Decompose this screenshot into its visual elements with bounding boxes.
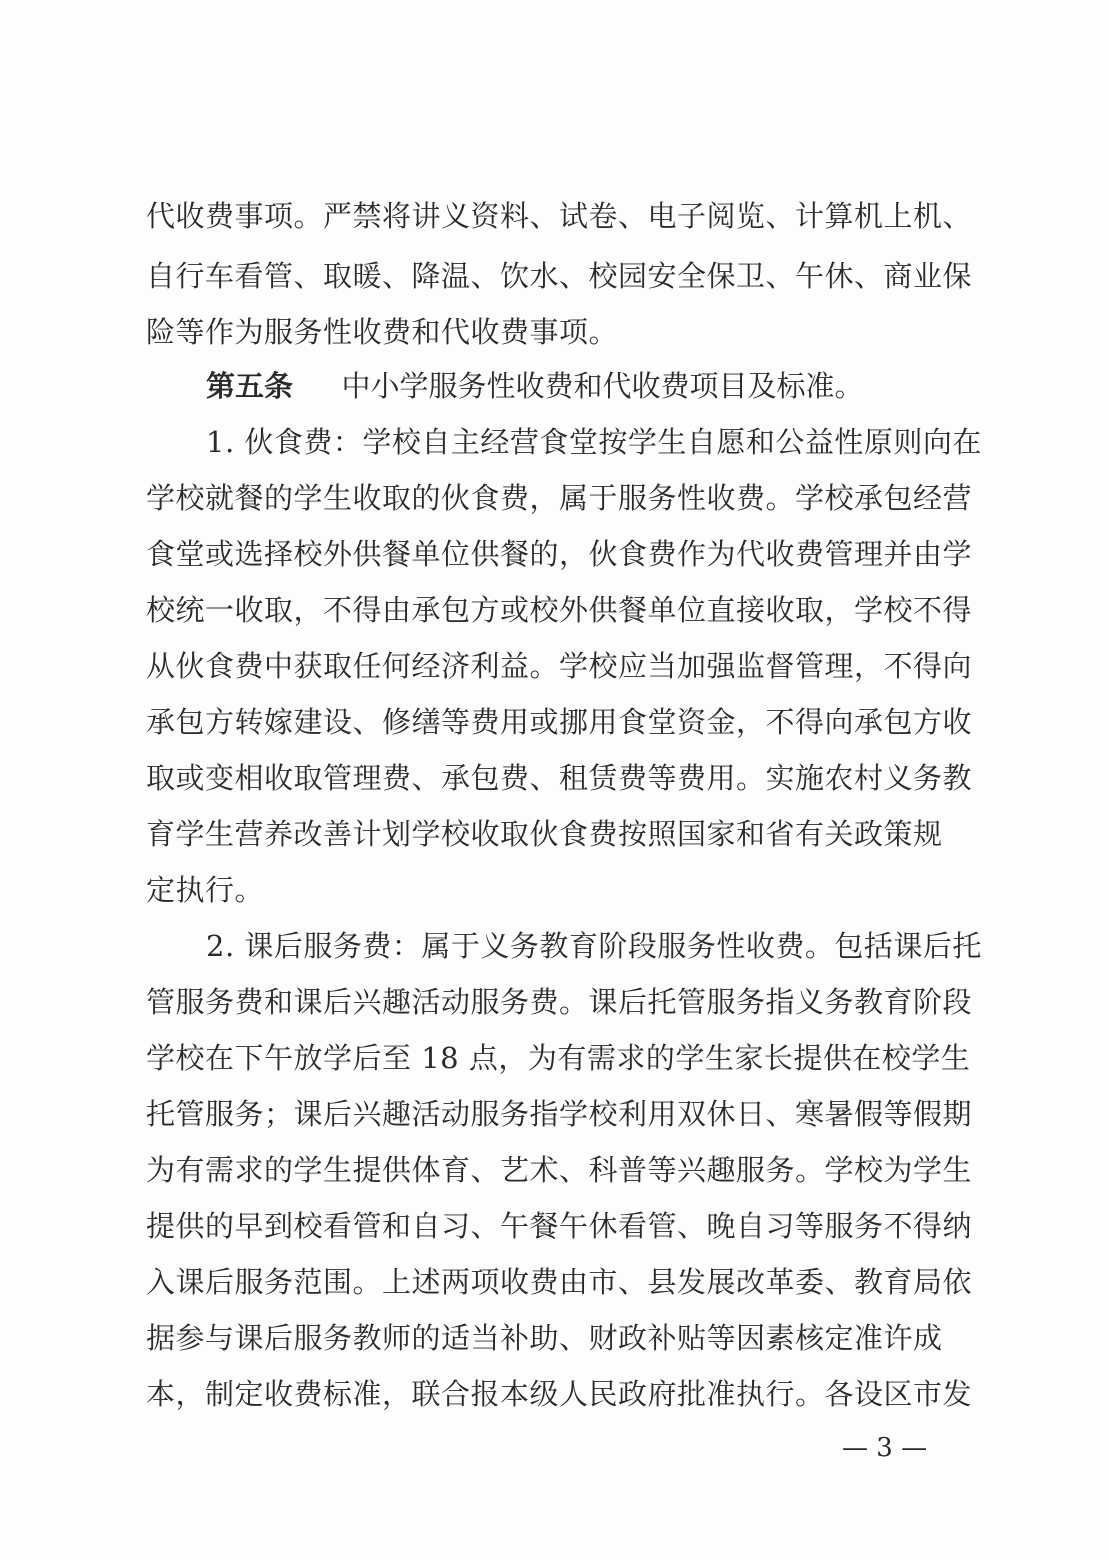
page-number: — 3 —	[842, 1433, 928, 1463]
item1-line-5: 从伙食费中获取任何经济利益。学校应当加强监督管理，不得向	[146, 649, 973, 683]
item1-line-8: 育学生营养改善计划学校收取伙食费按照国家和省有关政策规	[146, 817, 943, 851]
item2-line-8: 据参与课后服务教师的适当补助、财政补贴等因素核定准许成	[146, 1321, 943, 1355]
paragraph1-line-1: 代收费事项。严禁将讲义资料、试卷、电子阅览、计算机上机、	[146, 199, 973, 233]
item1-line-9: 定执行。	[146, 873, 265, 907]
article5-title: 第五条	[206, 369, 294, 403]
item1-line-2: 学校就餐的学生收取的伙食费，属于服务性收费。学校承包经营	[146, 481, 973, 515]
item2-line-7: 入课后服务范围。上述两项收费由市、县发展改革委、教育局依	[146, 1265, 973, 1299]
item1-line-4: 校统一收取，不得由承包方或校外供餐单位直接收取，学校不得	[146, 593, 973, 627]
item2-line-5: 为有需求的学生提供体育、艺术、科普等兴趣服务。学校为学生	[146, 1153, 973, 1187]
paragraph1-line-3: 险等作为服务性收费和代收费事项。	[146, 315, 619, 349]
item1-line-3: 食堂或选择校外供餐单位供餐的，伙食费作为代收费管理并由学	[146, 537, 973, 571]
item1-line-7: 取或变相收取管理费、承包费、租赁费等费用。实施农村义务教	[146, 761, 973, 795]
item2-line-3: 学校在下午放学后至 18 点，为有需求的学生家长提供在校学生	[146, 1041, 971, 1075]
item1-line-1: 1. 伙食费：学校自主经营食堂按学生自愿和公益性原则向在	[206, 425, 982, 459]
article5-text: 中小学服务性收费和代收费项目及标准。	[341, 369, 864, 403]
item2-line-1: 2. 课后服务费：属于义务教育阶段服务性收费。包括课后托	[206, 929, 982, 963]
article5-heading	[206, 366, 863, 406]
item1-line-6: 承包方转嫁建设、修缮等费用或挪用食堂资金，不得向承包方收	[146, 705, 973, 739]
item2-line-6: 提供的早到校看管和自习、午餐午休看管、晚自习等服务不得纳	[146, 1209, 973, 1243]
item2-line-9: 本，制定收费标准，联合报本级人民政府批准执行。各设区市发	[146, 1377, 973, 1411]
paragraph1-line-2: 自行车看管、取暖、降温、饮水、校园安全保卫、午休、商业保	[146, 259, 973, 293]
item2-line-4: 托管服务；课后兴趣活动服务指学校利用双休日、寒暑假等假期	[146, 1097, 973, 1131]
item2-line-2: 管服务费和课后兴趣活动服务费。课后托管服务指义务教育阶段	[146, 985, 973, 1019]
